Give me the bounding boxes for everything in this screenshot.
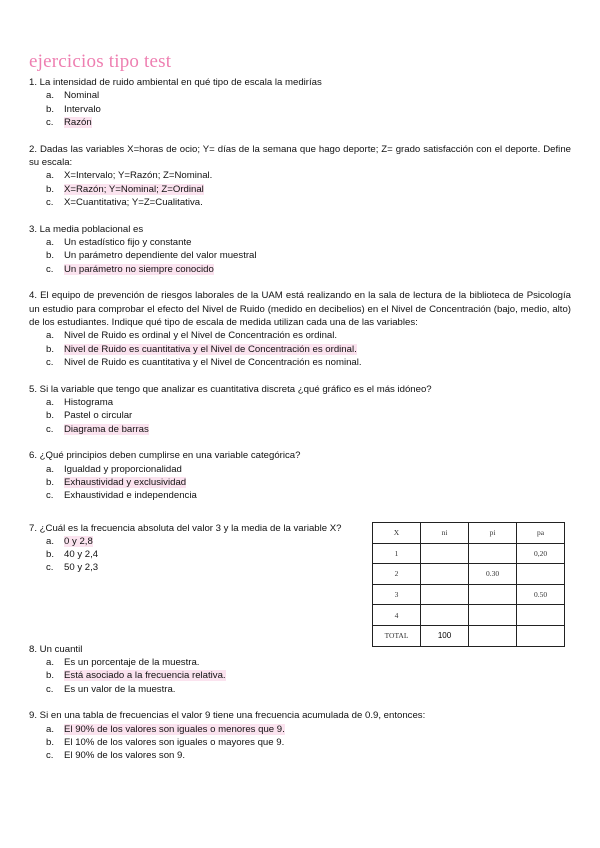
question-3 bbox=[29, 223, 571, 276]
question-4 bbox=[29, 289, 571, 369]
header-cell: X bbox=[373, 523, 421, 544]
option-a-highlighted: a. 0 y 2,8 bbox=[46, 535, 93, 547]
option-b: b. Intervalo bbox=[46, 103, 101, 115]
table-cell bbox=[421, 543, 469, 564]
option-text: X=Razón; Y=Nominal; Z=Ordinal bbox=[64, 183, 204, 195]
option-c: c. 50 y 2,3 bbox=[46, 562, 99, 574]
question-1 bbox=[29, 76, 571, 129]
option-text: El 10% de los valores son iguales o mayores que 9. bbox=[64, 736, 285, 748]
table-cell: 1 bbox=[373, 543, 421, 564]
table-cell bbox=[469, 605, 517, 626]
option-b: b. 40 y 2,4 bbox=[46, 549, 99, 561]
question-text: 1. La intensidad de ruido ambiental en qué tipo de escala la medirías bbox=[29, 77, 322, 88]
option-a: a. X=Intervalo; Y=Razón; Z=Nominal. bbox=[46, 170, 213, 182]
option-text: 40 y 2,4 bbox=[64, 549, 99, 561]
question-7 bbox=[29, 522, 364, 575]
header-cell: pa bbox=[517, 523, 565, 544]
question-6 bbox=[29, 449, 571, 502]
question-2 bbox=[29, 143, 571, 209]
table-cell: TOTAL bbox=[373, 625, 421, 646]
option-text: Pastel o circular bbox=[64, 410, 133, 422]
document-page bbox=[29, 52, 571, 763]
table-cell: 0,20 bbox=[517, 543, 565, 564]
option-c: c. Nivel de Ruido es cuantitativa y el Nivel de Concentración es nominal. bbox=[46, 356, 362, 368]
option-c-highlighted: c. Razón bbox=[46, 116, 92, 128]
question-9 bbox=[29, 709, 571, 762]
table-row bbox=[373, 605, 565, 626]
option-text: 50 y 2,3 bbox=[64, 562, 99, 574]
table-cell: 3 bbox=[373, 584, 421, 605]
option-text: Intervalo bbox=[64, 103, 101, 115]
option-c-highlighted: c. Diagrama de barras bbox=[46, 423, 149, 435]
option-text: X=Cuantitativa; Y=Z=Cualitativa. bbox=[64, 196, 203, 208]
option-b-highlighted: b. Está asociado a la frecuencia relativa. bbox=[46, 670, 226, 682]
option-text: Razón bbox=[64, 116, 92, 128]
option-text: El 90% de los valores son 9. bbox=[64, 750, 186, 762]
table-header-row bbox=[373, 523, 565, 544]
question-text: 9. Si en una tabla de frecuencias el valor 9 tiene una frecuencia acumulada de 0.9, entonces: bbox=[29, 710, 426, 722]
option-b-highlighted: b. X=Razón; Y=Nominal; Z=Ordinal bbox=[46, 183, 204, 195]
option-text: Igualdad y proporcionalidad bbox=[64, 463, 182, 475]
question-5 bbox=[29, 383, 571, 436]
header-cell: ni bbox=[421, 523, 469, 544]
table-cell: 0.50 bbox=[517, 584, 565, 605]
option-c: c. Es un valor de la muestra. bbox=[46, 683, 176, 695]
option-text: Histograma bbox=[64, 396, 114, 408]
option-a: a. Histograma bbox=[46, 396, 114, 408]
option-c: c. Exhaustividad e independencia bbox=[46, 490, 197, 502]
option-b-highlighted: b. Nivel de Ruido es cuantitativa y el Nivel de Concentración es ordinal. bbox=[46, 343, 357, 355]
option-text: El 90% de los valores son iguales o menores que 9. bbox=[64, 723, 285, 735]
option-b: b. Un parámetro dependiente del valor muestral bbox=[46, 250, 257, 262]
table-cell bbox=[421, 584, 469, 605]
table-cell bbox=[517, 564, 565, 585]
question-8 bbox=[29, 643, 571, 696]
option-c: c. El 90% de los valores son 9. bbox=[46, 750, 186, 762]
table-cell bbox=[469, 543, 517, 564]
option-c-highlighted: c. Un parámetro no siempre conocido bbox=[46, 263, 214, 275]
option-a: a. Un estadístico fijo y constante bbox=[46, 236, 192, 248]
option-a: a. Es un porcentaje de la muestra. bbox=[46, 657, 200, 668]
table-cell bbox=[517, 625, 565, 646]
page-title: ejercicios tipo test bbox=[29, 51, 172, 72]
option-text: Es un porcentaje de la muestra. bbox=[64, 657, 200, 668]
option-text: Es un valor de la muestra. bbox=[64, 683, 176, 695]
table-row bbox=[373, 564, 565, 585]
table-cell: 2 bbox=[373, 564, 421, 585]
option-text: Nivel de Ruido es cuantitativa y el Nivel de Concentración es nominal. bbox=[64, 356, 362, 368]
header-cell: pi bbox=[469, 523, 517, 544]
option-text: Nivel de Ruido es ordinal y el Nivel de Concentración es ordinal. bbox=[64, 330, 338, 342]
option-text: Exhaustividad e independencia bbox=[64, 490, 197, 502]
option-text: X=Intervalo; Y=Razón; Z=Nominal. bbox=[64, 170, 213, 182]
option-text: Nominal bbox=[64, 90, 100, 102]
table-cell bbox=[469, 625, 517, 646]
question-text: 6. ¿Qué principios deben cumplirse en una variable categórica? bbox=[29, 450, 301, 462]
option-text: Diagrama de barras bbox=[64, 423, 149, 435]
option-a: a. Nivel de Ruido es ordinal y el Nivel de Concentración es ordinal. bbox=[46, 330, 338, 342]
option-a-highlighted: a. El 90% de los valores son iguales o menores que 9. bbox=[46, 723, 285, 735]
option-b: b. El 10% de los valores son iguales o mayores que 9. bbox=[46, 736, 285, 748]
option-c: c. X=Cuantitativa; Y=Z=Cualitativa. bbox=[46, 196, 203, 208]
question-text: 8. Un cuantil bbox=[29, 643, 83, 655]
table-cell bbox=[421, 605, 469, 626]
option-text: Nivel de Ruido es cuantitativa y el Nivel de Concentración es ordinal. bbox=[64, 343, 357, 355]
option-text: Está asociado a la frecuencia relativa. bbox=[64, 670, 226, 682]
table-cell bbox=[421, 564, 469, 585]
table-total-row bbox=[373, 625, 565, 646]
option-text: Un estadístico fijo y constante bbox=[64, 236, 192, 248]
question-text: 3. La media poblacional es bbox=[29, 223, 144, 235]
question-text: 5. Si la variable que tengo que analizar es cuantitativa discreta ¿qué gráfico es el más idóneo? bbox=[29, 383, 432, 395]
option-text: Un parámetro dependiente del valor muestral bbox=[64, 250, 257, 262]
option-b: b. Pastel o circular bbox=[46, 410, 133, 422]
option-text: Un parámetro no siempre conocido bbox=[64, 263, 214, 275]
option-b-highlighted: b. Exhaustividad y exclusividad bbox=[46, 476, 187, 488]
question-text: 2. Dadas las variables X=horas de ocio; Y= días de la semana que hago deporte; Z= grado satisfacción con el deporte. Define su escala: bbox=[29, 143, 571, 168]
table-row bbox=[373, 543, 565, 564]
table-cell: 4 bbox=[373, 605, 421, 626]
table-cell bbox=[517, 605, 565, 626]
frequency-table bbox=[372, 522, 565, 647]
table-cell: 0.30 bbox=[469, 564, 517, 585]
option-text: Exhaustividad y exclusividad bbox=[64, 476, 187, 488]
option-text: 0 y 2,8 bbox=[64, 535, 93, 547]
table-cell: 100 bbox=[421, 625, 469, 646]
table-cell bbox=[469, 584, 517, 605]
question-text: 4. El equipo de prevención de riesgos laborales de la UAM está realizando en la sala de lectura de la biblioteca de Psicología un estudio para comprobar el efecto del Nivel de Ruido (medido en decibelios) en el Nivel de Concentración (bajo, medio, alto) de los estudiantes. Indique qué tipo de escala de medida utilizan cada una de las variables: bbox=[29, 290, 571, 328]
question-text: 7. ¿Cuál es la frecuencia absoluta del valor 3 y la media de la variable X? bbox=[29, 522, 342, 534]
table-row bbox=[373, 584, 565, 605]
option-a: a. Nominal bbox=[46, 90, 100, 102]
option-a: a. Igualdad y proporcionalidad bbox=[46, 463, 182, 475]
